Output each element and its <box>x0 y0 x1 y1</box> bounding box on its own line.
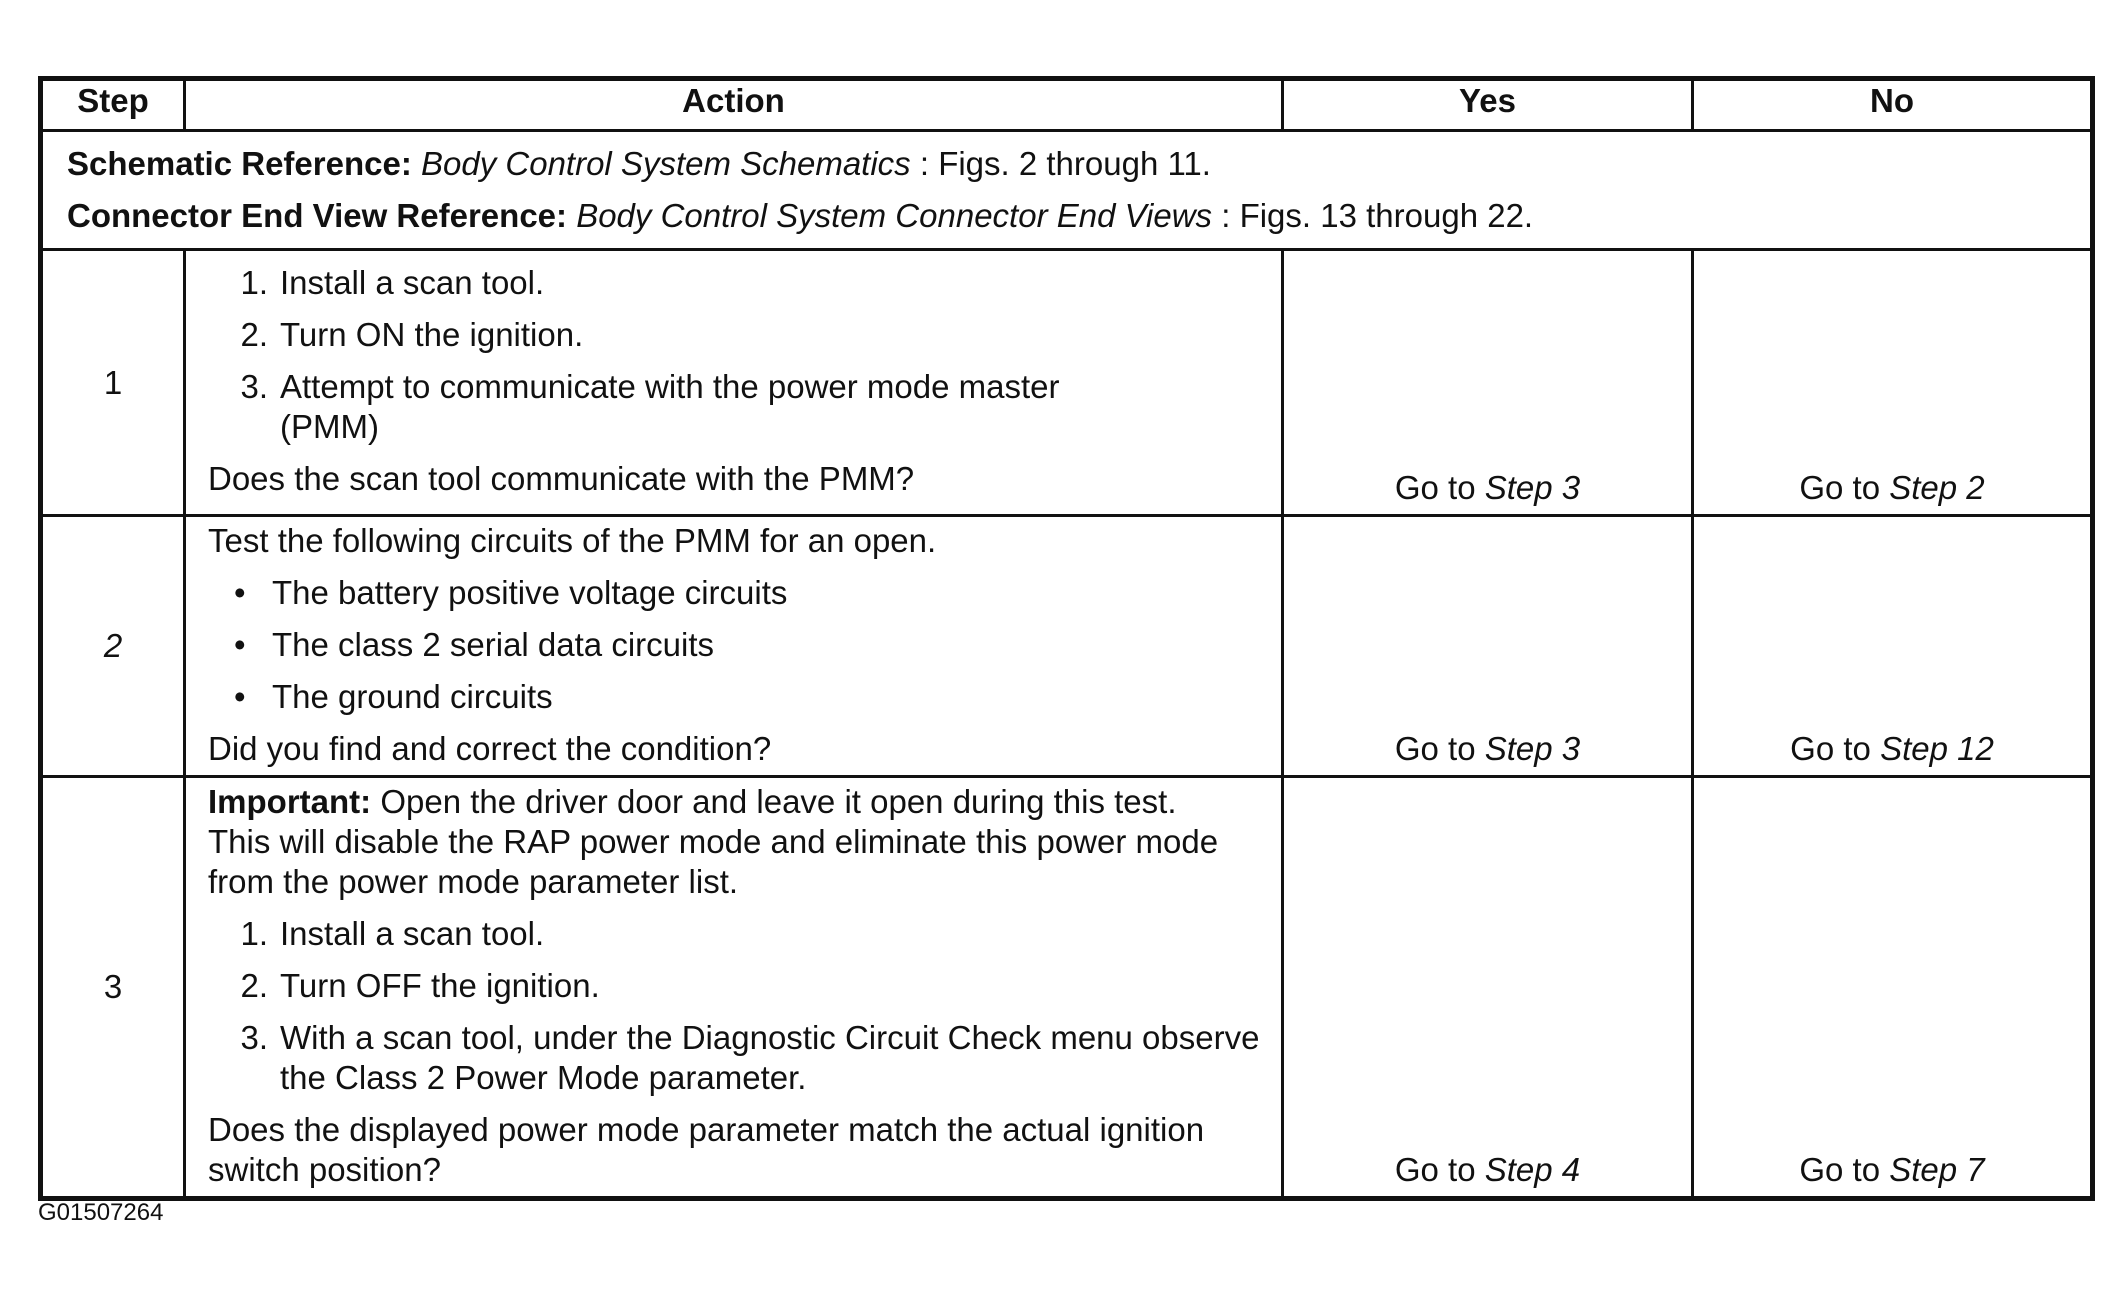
no-cell: Go to Step 7 <box>1693 777 2093 1199</box>
step-question: Does the scan tool communicate with the PMM? <box>208 460 915 497</box>
step-number: 1 <box>41 250 185 516</box>
list-item: • The class 2 serial data circuits <box>234 626 715 663</box>
connector-reference-label: Connector End View Reference: <box>67 197 568 234</box>
header-step: Step <box>41 79 185 131</box>
header-no: No <box>1693 79 2093 131</box>
no-step-link: Step 12 <box>1880 730 1994 767</box>
list-item: 2. Turn ON the ignition. <box>240 316 584 353</box>
schematic-reference-figs: : Figs. 2 through 11. <box>910 145 1211 182</box>
important-label: Important: <box>208 783 372 820</box>
list-item: 3. With a scan tool, under the Diagnostic Circuit Check menu observe the Class 2 Power Mode parameter. <box>240 1019 1260 1096</box>
connector-reference-figs: : Figs. 13 through 22. <box>1212 197 1534 234</box>
step-intro: Test the following circuits of the PMM for an open. <box>208 522 937 559</box>
schematic-reference-label: Schematic Reference: <box>67 145 412 182</box>
yes-cell: Go to Step 4 <box>1283 777 1693 1199</box>
header-row <box>41 79 2093 131</box>
yes-step-link: Step 3 <box>1484 730 1581 767</box>
yes-cell: Go to Step 3 <box>1283 250 1693 516</box>
step-action <box>185 250 1283 516</box>
step-number: 2 <box>41 516 185 777</box>
list-item: 1. Install a scan tool. <box>240 264 545 301</box>
important-note <box>208 782 1228 902</box>
yes-cell: Go to Step 3 <box>1283 516 1693 777</box>
step-question: Does the displayed power mode parameter match the actual ignition switch position? <box>208 1111 1205 1188</box>
schematic-reference-title: Body Control System Schematics <box>421 145 911 182</box>
list-item: • The battery positive voltage circuits <box>234 574 788 611</box>
step-action <box>185 516 1283 777</box>
step-row-1 <box>41 250 2093 516</box>
step-row-2 <box>41 516 2093 777</box>
header-action: Action <box>185 79 1283 131</box>
no-cell: Go to Step 12 <box>1693 516 2093 777</box>
reference-cell <box>41 131 2093 250</box>
step-question: Did you find and correct the condition? <box>208 730 772 767</box>
no-step-link: Step 7 <box>1889 1151 1985 1188</box>
step-number: 3 <box>41 777 185 1199</box>
important-text: Open the driver door and leave it open during this test. This will disable the RAP power mode and eliminate this power mode from the power mode parameter list. <box>208 783 1219 900</box>
list-item: • The ground circuits <box>234 678 553 715</box>
schematic-reference <box>67 138 2066 190</box>
no-cell: Go to Step 2 <box>1693 250 2093 516</box>
yes-step-link: Step 3 <box>1484 469 1581 506</box>
step-action <box>185 777 1283 1199</box>
yes-step-link: Step 4 <box>1484 1151 1581 1188</box>
no-step-link: Step 2 <box>1889 469 1985 506</box>
header-yes: Yes <box>1283 79 1693 131</box>
step-row-3 <box>41 777 2093 1199</box>
diagnostic-table <box>38 76 2095 1201</box>
connector-reference <box>67 190 2066 242</box>
connector-reference-title: Body Control System Connector End Views <box>576 197 1213 234</box>
list-item: 1. Install a scan tool. <box>240 915 545 952</box>
reference-row <box>41 131 2093 250</box>
list-item: 3. Attempt to communicate with the power mode master (PMM) <box>240 368 1060 445</box>
list-item: 2. Turn OFF the ignition. <box>240 967 600 1004</box>
figure-id: G01507264 <box>38 1199 164 1226</box>
